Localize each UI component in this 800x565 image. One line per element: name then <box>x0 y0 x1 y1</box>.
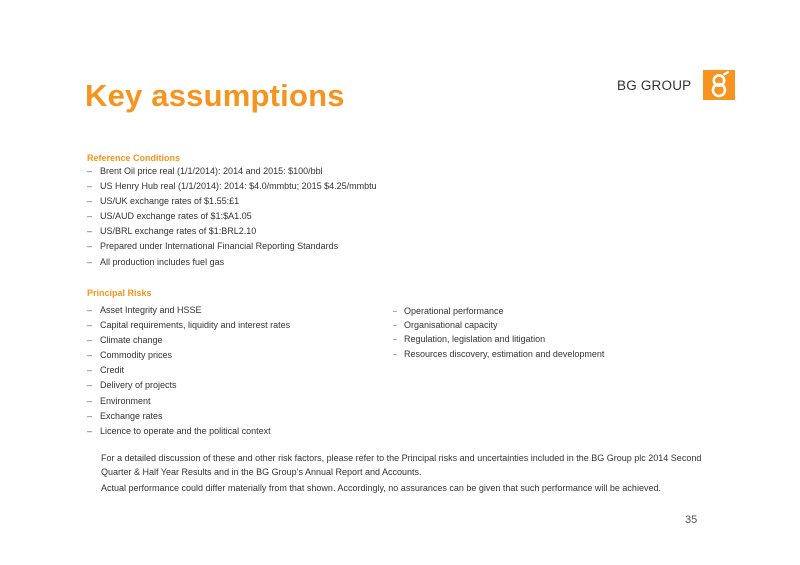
dash-bullet: – <box>87 320 93 331</box>
dash-bullet: – <box>393 336 397 344</box>
list-item-text: Climate change <box>100 335 163 346</box>
list-item-text: Capital requirements, liquidity and interest rates <box>100 320 291 331</box>
list-item-text: Credit <box>100 365 125 376</box>
list-item-text: US/UK exchange rates of $1.55:£1 <box>100 196 240 207</box>
principal-risk-item <box>393 347 604 361</box>
dash-bullet: – <box>87 196 93 207</box>
dash-bullet: – <box>87 166 93 176</box>
reference-condition-item <box>87 239 377 254</box>
list-item-text: Prepared under International Financial Reporting Standards <box>100 241 339 252</box>
list-item-text: Environment <box>100 395 151 406</box>
reference-condition-item <box>87 179 377 194</box>
principal-risk-item <box>393 332 604 346</box>
reference-conditions-heading: Reference Conditions <box>87 153 181 163</box>
dash-bullet: – <box>87 226 93 237</box>
bg-logo-icon <box>703 70 735 100</box>
list-item-text: Asset Integrity and HSSE <box>100 305 202 315</box>
principal-risk-item <box>87 424 290 439</box>
dash-bullet: – <box>87 365 93 376</box>
brand-header <box>617 70 735 100</box>
list-item-text: US/AUD exchange rates of $1:$A1.05 <box>100 211 252 222</box>
principal-risk-item <box>87 363 290 378</box>
list-item-text: US Henry Hub real (1/1/2014): 2014: $4.0/mmbtu; 2015 $4.25/mmbtu <box>100 181 377 192</box>
dash-bullet: – <box>393 350 397 358</box>
list-item-text: All production includes fuel gas <box>100 256 225 267</box>
dash-bullet: – <box>87 211 93 222</box>
dash-bullet: – <box>87 425 93 436</box>
footnote-performance-disclaimer: Actual performance could differ materially from that shown. Accordingly, no assurances can be given that such performance will be achieved. <box>101 483 661 493</box>
list-item-text: US/BRL exchange rates of $1:BRL2.10 <box>100 226 257 237</box>
page-title: Key assumptions <box>85 78 345 113</box>
dash-bullet: – <box>87 305 93 315</box>
reference-condition-item <box>87 224 377 239</box>
principal-risks-heading: Principal Risks <box>87 288 152 298</box>
brand-name: BG GROUP <box>617 77 692 93</box>
dash-bullet: – <box>87 380 93 391</box>
list-item-text: Resources discovery, estimation and development <box>404 348 605 359</box>
list-item-text: Organisational capacity <box>404 320 498 331</box>
principal-risk-item <box>87 303 290 318</box>
dash-bullet: – <box>87 395 93 406</box>
principal-risk-item <box>87 394 290 409</box>
dash-bullet: – <box>87 350 93 361</box>
dash-bullet: – <box>87 181 93 192</box>
list-item-text: Exchange rates <box>100 410 163 421</box>
principal-risk-item <box>87 378 290 393</box>
dash-bullet: – <box>393 308 397 315</box>
principal-risk-item <box>393 318 604 332</box>
dash-bullet: – <box>393 322 397 330</box>
principal-risk-item <box>87 348 290 363</box>
principal-risk-item <box>393 304 604 318</box>
principal-risk-item <box>87 333 290 348</box>
list-item-text: Delivery of projects <box>100 380 177 391</box>
principal-risk-item <box>87 318 290 333</box>
principal-risks-list-right <box>393 304 604 361</box>
footnote-risk-discussion: For a detailed discussion of these and other risk factors, please refer to the Principal risks and uncertainties included in the BG Group plc 2014 Second Quarter & Half Year Results and in the BG Group’s Annual Report and Accounts. <box>101 453 702 477</box>
dash-bullet: – <box>87 335 93 346</box>
dash-bullet: – <box>87 241 93 252</box>
dash-bullet: – <box>87 256 93 267</box>
page-number: 35 <box>685 514 698 526</box>
dash-bullet: – <box>87 410 93 421</box>
list-item-text: Operational performance <box>404 306 504 316</box>
reference-condition-item <box>87 209 377 224</box>
list-item-text: Licence to operate and the political context <box>100 425 271 436</box>
reference-conditions-list <box>87 164 377 270</box>
reference-condition-item <box>87 255 377 270</box>
reference-condition-item <box>87 164 377 179</box>
list-item-text: Commodity prices <box>100 350 173 361</box>
reference-condition-item <box>87 194 377 209</box>
principal-risks-list-left <box>87 303 290 439</box>
list-item-text: Brent Oil price real (1/1/2014): 2014 and 2015: $100/bbl <box>100 166 323 176</box>
list-item-text: Regulation, legislation and litigation <box>404 334 546 345</box>
principal-risk-item <box>87 409 290 424</box>
